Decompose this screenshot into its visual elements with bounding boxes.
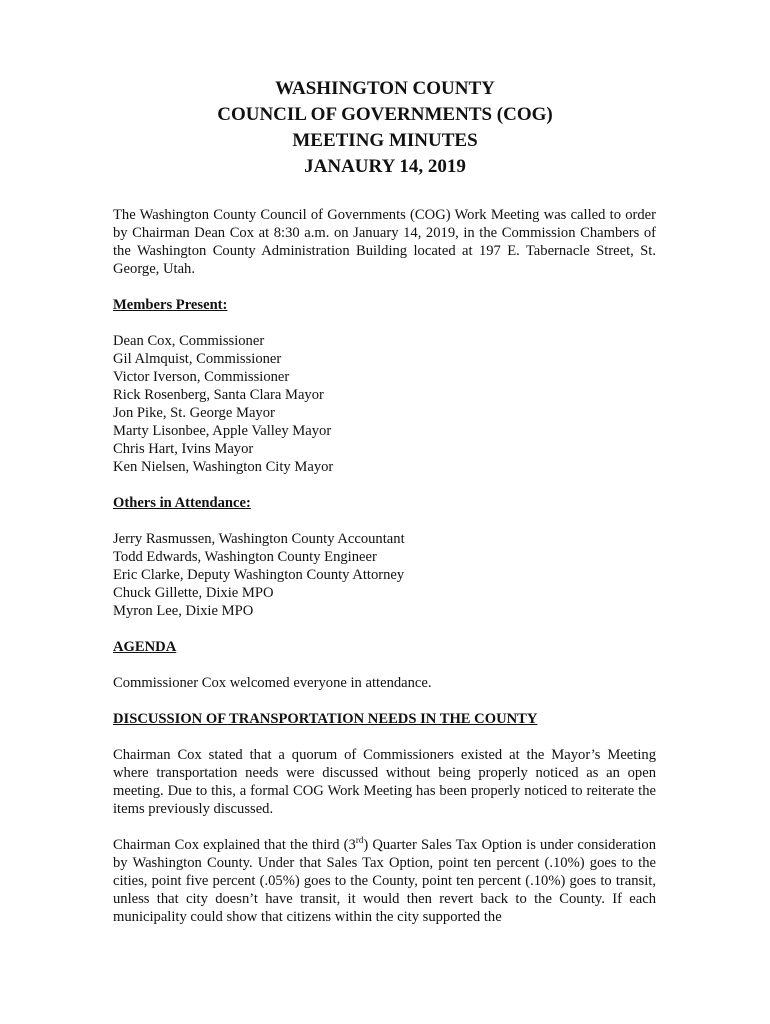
others-heading: Others in Attendance:	[113, 495, 251, 511]
document-body	[113, 206, 656, 926]
ordinal-superscript: rd	[355, 835, 364, 846]
para2-start: Chairman Cox explained that the third (3	[113, 837, 356, 853]
title-line-1: WASHINGTON COUNTY	[275, 78, 495, 99]
list-item: Chuck Gillette, Dixie MPO	[113, 585, 274, 601]
list-item: Myron Lee, Dixie MPO	[113, 603, 254, 619]
list-item: Jon Pike, St. George Mayor	[113, 405, 275, 421]
list-item: Jerry Rasmussen, Washington County Accountant	[113, 531, 405, 547]
list-item: Eric Clarke, Deputy Washington County Attorney	[113, 567, 405, 583]
list-item: Gil Almquist, Commissioner	[113, 351, 282, 367]
list-item: Marty Lisonbee, Apple Valley Mayor	[113, 423, 332, 439]
document-title	[0, 76, 770, 180]
title-line-4: JANAURY 14, 2019	[304, 156, 466, 177]
list-item: Todd Edwards, Washington County Engineer	[113, 549, 377, 565]
list-item: Ken Nielsen, Washington City Mayor	[113, 459, 334, 475]
others-list	[113, 530, 656, 620]
discussion-paragraph-2	[113, 836, 656, 926]
members-list	[113, 332, 656, 476]
list-item: Dean Cox, Commissioner	[113, 333, 265, 349]
list-item: Victor Iverson, Commissioner	[113, 369, 290, 385]
list-item: Chris Hart, Ivins Mayor	[113, 441, 254, 457]
members-heading: Members Present:	[113, 297, 228, 313]
title-line-2: COUNCIL OF GOVERNMENTS (COG)	[217, 104, 553, 125]
agenda-text: Commissioner Cox welcomed everyone in attendance.	[113, 675, 432, 691]
list-item: Rick Rosenberg, Santa Clara Mayor	[113, 387, 324, 403]
agenda-heading: AGENDA	[113, 639, 177, 655]
para2-rest: ) Quarter Sales Tax Option is under consideration by Washington County. Under that Sales Tax Option, point ten percent (.10%) goes to the cities, point five percent (.05%) goes to the County, point ten percent (.10%) goes to transit, unless that city doesn’t have transit, it would then revert back to the County. If each municipality could show that citizens within the city supported the	[113, 837, 656, 925]
intro-paragraph: The Washington County Council of Governments (COG) Work Meeting was called to order by Chairman Dean Cox at 8:30 a.m. on January 14, 2019, in the Commission Chambers of the Washington County Administration Building located at 197 E. Tabernacle Street, St. George, Utah.	[113, 207, 656, 277]
discussion-heading: DISCUSSION OF TRANSPORTATION NEEDS IN THE COUNTY	[113, 711, 538, 727]
discussion-paragraph-1: Chairman Cox stated that a quorum of Commissioners existed at the Mayor’s Meeting where transportation needs were discussed without being properly noticed as an open meeting. Due to this, a formal COG Work Meeting has been properly noticed to reiterate the items previously discussed.	[113, 747, 656, 817]
title-line-3: MEETING MINUTES	[292, 130, 478, 151]
